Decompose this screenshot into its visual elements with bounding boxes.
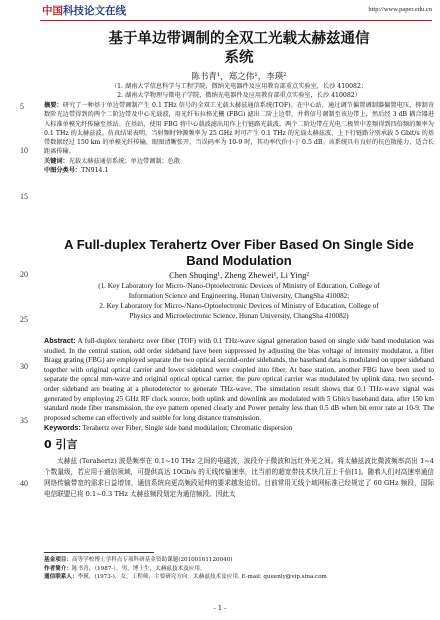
cn-affiliations <box>44 82 434 100</box>
line-number: 40 <box>20 479 28 488</box>
en-aff2b: Physics and Microelectronic Science, Hunan University, ChangSha 410082) <box>129 312 349 320</box>
cn-class-text: TN914.1 <box>81 167 109 175</box>
fund-text: 高等学校博士学科点专项科研基金资助课题(20100161120040) <box>71 557 233 563</box>
en-abstract-label: Abstract: <box>44 336 76 345</box>
author-bio-text: 陈书青，（1987-），男，博士生，太赫兹技术及应用。 <box>71 565 206 572</box>
en-keywords-text: Terahertz over Fiber; Single side band modulation; Chromatic dispersion <box>80 424 293 433</box>
site-logo[interactable] <box>42 3 126 18</box>
line-number: 35 <box>20 416 28 425</box>
page-header <box>0 0 440 22</box>
en-affiliations <box>44 281 434 321</box>
en-title-line2: Band Modulation <box>186 253 292 268</box>
cn-aff1: （1. 湖南大学信息科学与工程学院，微纳光电器件及应用教育部重点实验室，长沙 410082； <box>110 83 368 90</box>
cn-abstract-label: 摘要： <box>44 102 63 109</box>
footnotes <box>44 556 434 582</box>
footnote-rule <box>44 552 154 553</box>
logo-rest: 科技论文在线 <box>63 5 126 17</box>
cn-title-line2: 系统 <box>224 50 254 66</box>
cn-abstract <box>44 101 434 175</box>
cn-title-line1: 基于单边带调制的全双工光载太赫兹通信 <box>108 31 370 47</box>
cn-aff2: 2. 湖南大学物理与微电子学院，微纳光电器件及应用教育部重点实验室，长沙 410082） <box>117 92 361 99</box>
en-authors: Chen Shuqing¹, Zheng Zhewei¹, Li Ying² <box>169 270 309 280</box>
en-title-line1: A Full-duplex Terahertz Over Fiber Based On Single Side <box>64 237 414 252</box>
logo-cn: 中国 <box>42 5 63 17</box>
cn-keywords-label: 关键词： <box>44 157 69 165</box>
header-rule <box>40 20 432 21</box>
cn-authors: 陈书青¹，郑之伟¹，李瑛² <box>191 72 287 82</box>
fund-label: 基金项目： <box>44 557 72 563</box>
en-aff1b: Information Science and Engineering, Hunan University, ChangSha 410082; <box>128 292 350 300</box>
line-number: 30 <box>20 362 28 371</box>
en-title <box>44 237 434 269</box>
en-abstract <box>44 336 434 434</box>
site-url[interactable]: http://www.paper.edu.cn <box>368 6 432 13</box>
page-number: - 1 - <box>213 604 227 612</box>
line-number: 25 <box>20 315 28 324</box>
en-keywords-label: Keywords: <box>44 423 81 433</box>
cn-title <box>44 30 434 68</box>
correspondence-text: 李瑛，(1973-)，女，工程师，主要研究方向：太赫兹技术及应用. E-mail: queenly@vip.sina.com <box>77 574 327 581</box>
en-aff2a: 2. Key Laboratory for Micro-/Nano-Optoelectronic Devices of Ministry of Education, College of <box>99 302 379 310</box>
author-bio-label: 作者简介： <box>44 565 72 572</box>
intro-paragraph: 太赫兹 (Terahertz) 波是频率在 0.1~10 THz 之间的电磁波，波段介于微波和远红外光之间。将太赫兹波比微波频率高出 1~4 个数量级，若应用于通信领域，可提供高达 10Gb/s 的无线传输速率，比当前的超宽带技术快几百上千倍[1]。随着人们对高速率通信网络传输带宽的需求日益增加，通信系统向更高频段延伸的要求越发迫切。目前常用无线个域网标准已经规定了 60 GHz 频段，国际电信联盟已将 0.1~0.3 THz 太赫兹频段划定为通信频段。因此太 <box>44 457 434 498</box>
cn-class-label: 中图分类号： <box>44 167 82 175</box>
line-number: 20 <box>20 270 28 279</box>
cn-abstract-text: 研究了一种基于单边带调制产生 0.1 THz 信号的全双工光载太赫兹通信系统(TOF)。在中心站，通过调节偏置调制器偏置电压，抑制奇数阶光边带得到的两个二阶边带及中心光载波，用光纤布拉格光栅 (FBG) 滤出二阶上边带，并将信号调制至该边带上，然后经 3 dB 耦合器进入标准单模光纤传输至基站。在基站，使用 FBG 将中心载波滤出用作上行链路光载波，两个二阶边带在光电二极管中差频得到四倍频的频率为 0.1 THz 的太赫兹波。仿真结果表明，当射频时钟源频率为 25 GHz 时可产生 0.1 THz 的光载太赫兹波，上下行链路分别承载 5 Gbit/s 的基带数据经过 150 km 的单模光纤传输，眼图清晰张开，当误码率为 10-9 时，其功率代价小于 0.5 dB。该系统具有良好的抗色散能力，适合长距离传输。 <box>44 102 435 156</box>
correspondence-label: 通信联系人： <box>44 574 78 581</box>
en-aff1a: (1. Key Laboratory for Micro-/Nano-Optoelectronic Devices of Ministry of Education, College of <box>98 282 380 290</box>
line-number: 5 <box>20 102 24 111</box>
en-abstract-text: A full-duplex terahertz over fiber (TOF) with 0.1 THz-wave signal generation based on single side band modulation was studied. In the central station, odd order sideband have been suppressed by adjusting the bias voltage of intensity modulator, a fiber Bragg grating (FBG) are employed separate the two optical second-order sidebands, the baseband data is modulated on upper sideband together with original optical carrier and lower sideband were coupled into fiber. At base station, another FBG have been used to separate the optcal mm-wave and original optical optical carrier. the pure optical carrier was modulated by uplink data. two second-order sideband are beating at a photodetector to generate THz-wave. The simulation result shows that 0.1 THz-wave signal was generated by employing 25 GHz RF clock source, both uplink and downlink are modulated with 5 Gbit/s baseband data. after 150 km standard mode fiber transmission, the eye pattern opened clearly and Power penalty less than 0.5 dB when bit error rate at 10-9. The proposed scheme can effectively and suitble for long distance transmission. <box>44 337 434 422</box>
line-number: 15 <box>20 192 28 201</box>
line-number: 10 <box>20 146 28 155</box>
intro-heading: 0 引言 <box>44 438 78 451</box>
cn-keywords-text: 光载太赫兹通信系统；单边带调制；色散 <box>68 157 181 165</box>
